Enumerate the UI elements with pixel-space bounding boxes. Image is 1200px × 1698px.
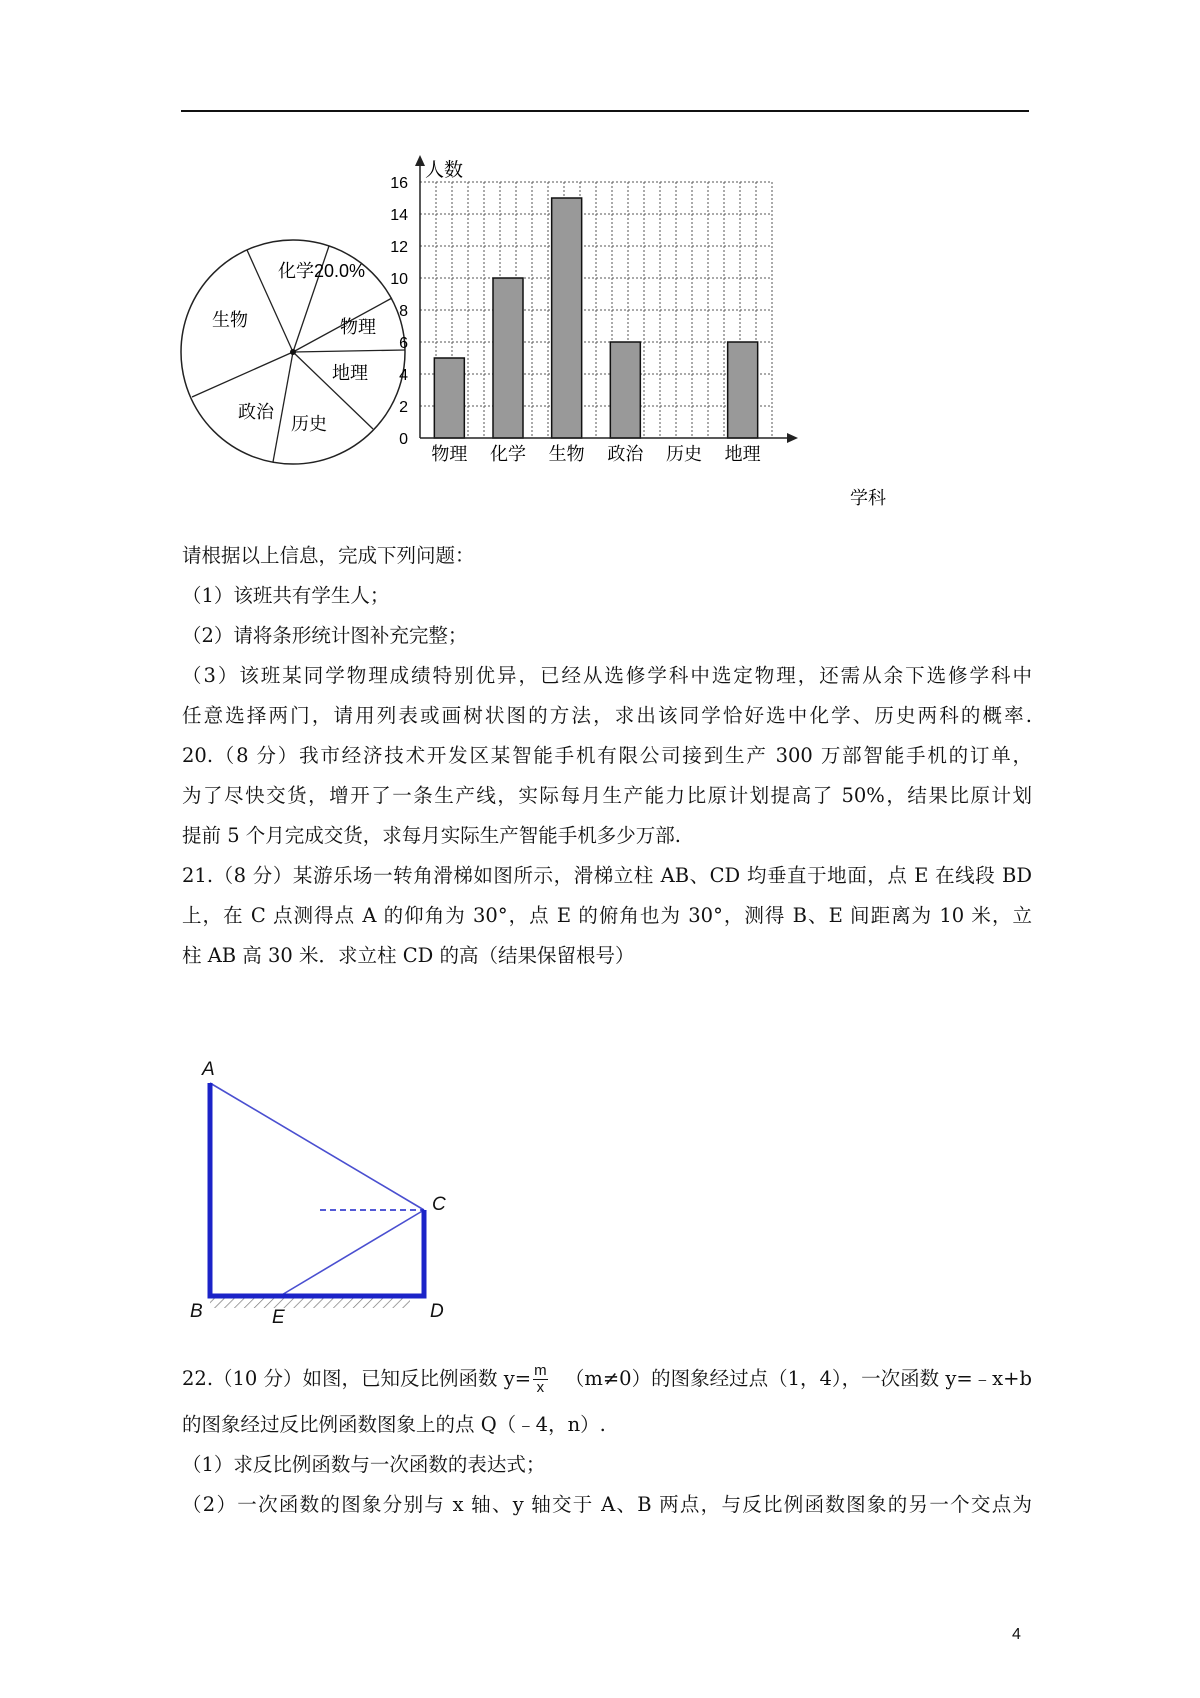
y-tick-label: 10: [390, 271, 408, 288]
q22-line2: 的图象经过反比例函数图象上的点 Q（﹣4，n）.: [182, 1413, 606, 1436]
q22-text-post: （m≠0）的图象经过点（1，4），一次函数 y=﹣x+b: [564, 1367, 1032, 1390]
q22-part2: （2）一次函数的图象分别与 x 轴、y 轴交于 A、B 两点，与反比例函数图象的另一个交点为: [182, 1493, 1032, 1516]
point-label-d: D: [430, 1301, 444, 1322]
y-tick-label: 0: [399, 431, 408, 448]
pie-label-history: 历史: [291, 414, 327, 434]
bar-2: [552, 198, 582, 438]
q22-text-pre: 22.（10 分）如图，已知反比例函数 y=: [182, 1367, 532, 1390]
q21-line1: 21.（8 分）某游乐场一转角滑梯如图所示，滑梯立柱 AB、CD 均垂直于地面，点 E 在线段 BD: [182, 864, 1032, 887]
question-22-text: [182, 1355, 1032, 1523]
q21-line2: 上，在 C 点测得点 A 的仰角为 30°，点 E 的俯角也为 30°，测得 B、E 间距离为 10 米，立: [182, 904, 1032, 927]
bar-0: [434, 358, 464, 438]
fraction-denominator: x: [536, 1379, 545, 1396]
y-tick-label: 12: [390, 239, 408, 256]
q19-intro: 请根据以上信息，完成下列问题：: [182, 544, 475, 567]
fraction-numerator: m: [534, 1362, 547, 1379]
y-tick-label: 2: [399, 399, 408, 416]
x-tick-label: 化学: [490, 444, 526, 464]
y-tick-label: 16: [390, 175, 408, 192]
q19-part2: （2）请将条形统计图补充完整；: [182, 624, 468, 647]
x-axis-label: 学科: [850, 488, 886, 508]
q22-line1-pre: [182, 1355, 550, 1403]
pie-label-biology: 生物: [212, 310, 248, 330]
q19-part1: （1）该班共有学生人；: [182, 584, 390, 607]
q20-line1: 20.（8 分）我市经济技术开发区某智能手机有限公司接到生产 300 万部智能手机的订单，: [182, 744, 1032, 767]
q19-part3-line2: 任意选择两门，请用列表或画树状图的方法，求出该同学恰好选中化学、历史两科的概率.: [182, 704, 1032, 727]
point-label-b: B: [190, 1301, 203, 1322]
x-tick-label: 生物: [548, 444, 585, 464]
slide-geometry-figure: [180, 1055, 470, 1330]
y-axis-label: 人数: [425, 160, 464, 181]
y-tick-label: 4: [399, 367, 408, 384]
pie-label-geography: 地理: [332, 363, 368, 383]
y-tick-label: 6: [399, 335, 408, 352]
fraction-m-over-x: [533, 1363, 548, 1396]
point-label-e: E: [272, 1307, 285, 1328]
x-tick-label: 政治: [607, 444, 644, 464]
page-number: 4: [1012, 1626, 1021, 1643]
x-tick-label: 地理: [724, 444, 761, 464]
q19-part3-line1: （3）该班某同学物理成绩特别优异，已经从选修学科中选定物理，还需从余下选修学科中: [182, 664, 1032, 687]
pie-label-physics: 物理: [340, 317, 376, 337]
pie-label-chemistry: 化学20.0%: [278, 261, 366, 281]
q21-line3: 柱 AB 高 30 米．求立柱 CD 的高（结果保留根号）: [182, 944, 635, 967]
q20-line3: 提前 5 个月完成交货，求每月实际生产智能手机多少万部.: [182, 824, 682, 847]
question-19-text: [182, 536, 1032, 976]
bar-1: [493, 278, 523, 438]
point-label-c: C: [432, 1194, 446, 1215]
bar-chart: [390, 152, 890, 520]
q22-line1: [182, 1355, 1032, 1403]
bar-3: [610, 342, 640, 438]
x-axis-arrow: [787, 433, 798, 443]
x-tick-label: 物理: [431, 444, 468, 464]
pie-chart: [180, 210, 415, 500]
bar-5: [728, 342, 758, 438]
q22-part1: （1）求反比例函数与一次函数的表达式；: [182, 1453, 546, 1476]
y-tick-label: 8: [399, 303, 408, 320]
pie-label-politics: 政治: [238, 402, 274, 422]
header-rule: [181, 110, 1029, 112]
x-tick-label: 历史: [666, 444, 702, 464]
y-tick-label: 14: [390, 207, 408, 224]
q20-line2: 为了尽快交货，增开了一条生产线，实际每月生产能力比原计划提高了 50%，结果比原计划: [182, 784, 1032, 807]
point-label-a: A: [202, 1059, 215, 1080]
y-axis-arrow: [415, 155, 425, 166]
